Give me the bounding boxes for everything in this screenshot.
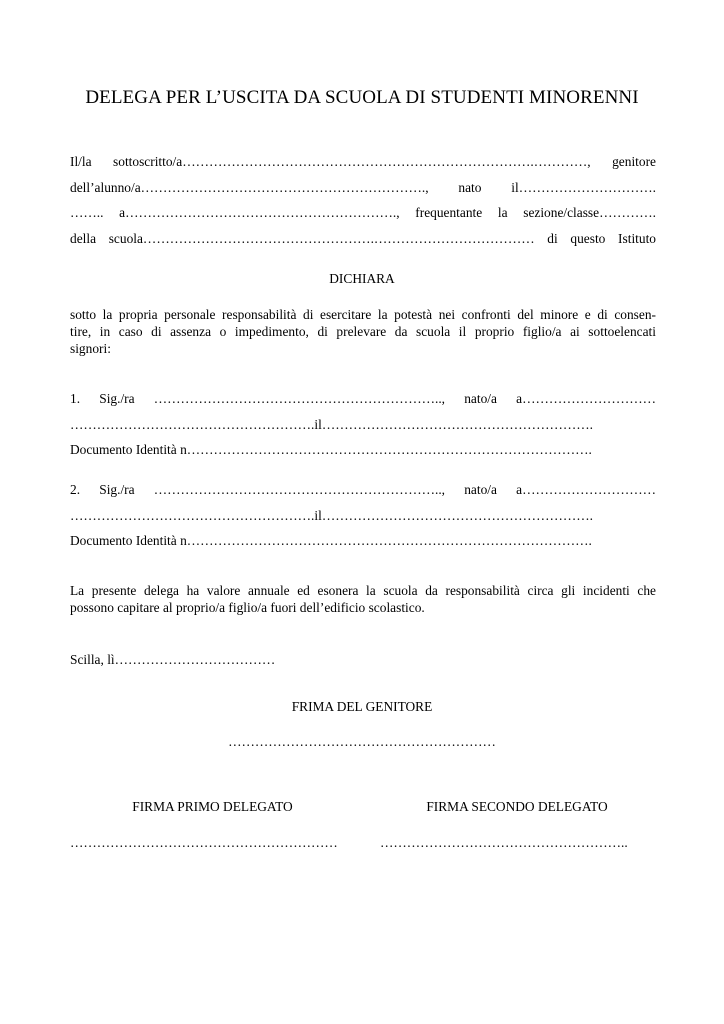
second-delegate-signature-line: ……………………………………………….. [380, 835, 628, 850]
place-date-line: Scilla, lì……………………………… [70, 652, 276, 667]
delegate-1-name-line: 1. Sig./ra ……………………………………………………….., nato/a a………………………… [70, 391, 656, 406]
document-title: DELEGA PER L’USCITA DA SCUOLA DI STUDENTI MINORENNI [85, 87, 639, 108]
parent-name-line: Il/la sottoscritto/a…………………………………………………………………….…………, genitore [70, 154, 656, 169]
delegate-2-name-line: 2. Sig./ra ……………………………………………………….., nato/a a………………………… [70, 482, 656, 497]
student-name-line: dell’alunno/a………………………………………………………., nato il…………………………. [70, 180, 656, 195]
second-delegate-signature-label: FIRMA SECONDO DELEGATO [426, 799, 608, 814]
declaration-line: sotto la propria personale responsabilità di esercitare la potestà nei confronti del minore e di consen- [70, 307, 656, 322]
delegate-2-birthdate-line: ……………………………………………….il……………………………………………………. [70, 508, 593, 523]
parent-signature-line: …………………………………………………… [228, 734, 496, 749]
validity-line: La presente delega ha valore annuale ed esonera la scuola da responsabilità circa gli incidenti che [70, 583, 656, 598]
declaration-paragraph [70, 306, 656, 357]
validity-paragraph [70, 582, 656, 616]
first-delegate-signature-label: FIRMA PRIMO DELEGATO [132, 799, 293, 814]
school-line: della scuola…………………………………………….……………………………… di questo Istituto [70, 231, 656, 246]
validity-line: possono capitare al proprio/a figlio/a fuori dell’edificio scolastico. [70, 600, 425, 615]
parent-signature-label: FRIMA DEL GENITORE [291, 699, 433, 714]
declaration-line: tire, in caso di assenza o impedimento, di prelevare da scuola il proprio figlio/a ai sottoelencati [70, 324, 656, 339]
declaration-line: signori: [70, 341, 111, 356]
declaration-heading: DICHIARA [329, 271, 395, 286]
delegate-2-id-line: Documento Identità n………………………………………………………………………………. [70, 533, 592, 548]
delegate-1-id-line: Documento Identità n………………………………………………………………………………. [70, 442, 592, 457]
first-delegate-signature-line: …………………………………………………… [70, 835, 338, 850]
delegate-1-birthdate-line: ……………………………………………….il……………………………………………………. [70, 417, 593, 432]
birthplace-class-line: …….. a……………………………………………………., frequentante la sezione/classe…………. [70, 205, 656, 220]
